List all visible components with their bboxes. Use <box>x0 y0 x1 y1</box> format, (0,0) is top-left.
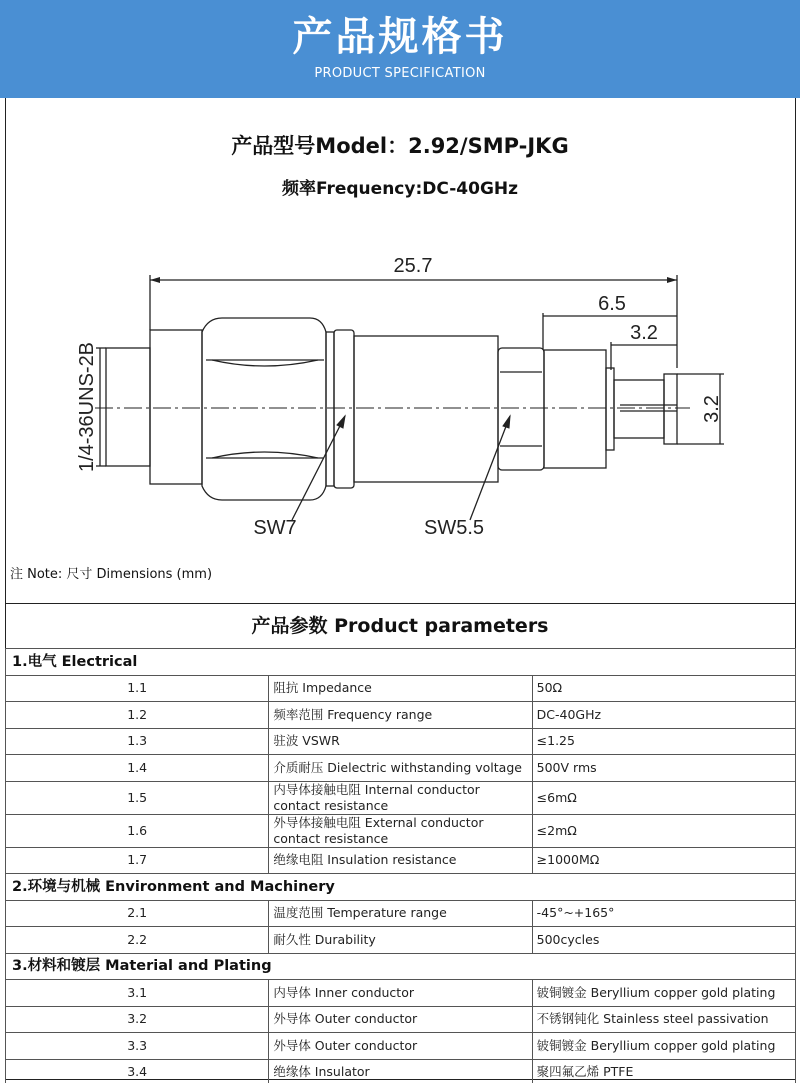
section-title: 3.材料和镀层 Material and Plating <box>6 953 796 980</box>
section-header-row <box>6 874 796 901</box>
page-title: 产品规格书 <box>292 14 508 60</box>
table-row <box>6 980 796 1007</box>
row-number: 1.7 <box>6 847 269 874</box>
table-row <box>6 728 796 755</box>
leader-sw5-5 <box>470 416 510 520</box>
page-subtitle: PRODUCT SPECIFICATION <box>314 66 486 81</box>
parameter-name: 温度范围 Temperature range <box>269 900 532 927</box>
row-number: 3.3 <box>6 1033 269 1060</box>
table-row <box>6 847 796 874</box>
parameter-name: 阻抗 Impedance <box>269 675 532 702</box>
parameter-value: 铍铜镀金 Beryllium copper gold plating <box>532 1033 795 1060</box>
dimension-note: 注 Note: 尺寸 Dimensions (mm) <box>10 567 213 582</box>
sw7-label: SW7 <box>253 517 297 539</box>
parameter-value: 不锈钢钝化 Stainless steel passivation <box>532 1006 795 1033</box>
parameter-value: ≤1.25 <box>532 728 795 755</box>
row-number: 3.4 <box>6 1059 269 1083</box>
parameter-value: -45°~+165° <box>532 900 795 927</box>
row-number: 3.2 <box>6 1006 269 1033</box>
thread-stub <box>106 348 150 466</box>
parameter-name: 驻波 VSWR <box>269 728 532 755</box>
parameter-value: 铍铜镀金 Beryllium copper gold plating <box>532 980 795 1007</box>
section-header-row <box>6 953 796 980</box>
parameter-name: 外导体 Outer conductor <box>269 1006 532 1033</box>
parameter-name: 介质耐压 Dielectric withstanding voltage <box>269 755 532 782</box>
hex-nut-sw7 <box>202 318 326 500</box>
row-number: 1.6 <box>6 814 269 847</box>
section-title: 2.环境与机械 Environment and Machinery <box>6 874 796 901</box>
section-divider <box>5 603 796 604</box>
dim-3-2-horizontal: 3.2 <box>630 322 658 344</box>
section-title: 1.电气 Electrical <box>6 649 796 676</box>
parameter-value: DC-40GHz <box>532 702 795 729</box>
model-heading: 产品型号Model：2.92/SMP-JKG <box>231 134 569 158</box>
table-row <box>6 1059 796 1083</box>
sw5-5-label: SW5.5 <box>423 517 485 539</box>
row-number: 1.3 <box>6 728 269 755</box>
table-row <box>6 1033 796 1060</box>
table-row <box>6 900 796 927</box>
middle-body <box>354 336 498 482</box>
leader-sw7 <box>292 416 345 520</box>
row-number: 1.1 <box>6 675 269 702</box>
row-number: 1.2 <box>6 702 269 729</box>
dim-6-5: 6.5 <box>598 293 626 315</box>
connector-drawing <box>0 220 800 560</box>
parameter-name: 频率范围 Frequency range <box>269 702 532 729</box>
left-body <box>150 330 202 484</box>
parameter-name: 外导体 Outer conductor <box>269 1033 532 1060</box>
table-row <box>6 927 796 954</box>
smp-body <box>544 350 606 468</box>
row-number: 1.5 <box>6 781 269 814</box>
params-heading: 产品参数 Product parameters <box>251 615 549 637</box>
table-row <box>6 755 796 782</box>
section-header-row <box>6 649 796 676</box>
table-row <box>6 814 796 847</box>
parameter-value: ≤6mΩ <box>532 781 795 814</box>
frequency-heading: 频率Frequency:DC-40GHz <box>281 179 519 199</box>
parameter-name: 内导体接触电阻 Internal conductor contact resistance <box>269 781 532 814</box>
table-row <box>6 1006 796 1033</box>
parameter-value: 500cycles <box>532 927 795 954</box>
table-row <box>6 675 796 702</box>
parameter-name: 外导体接触电阻 External conductor contact resistance <box>269 814 532 847</box>
thread-spec-label: 1/4-36UNS-2B <box>76 341 98 473</box>
spec-table <box>5 648 796 1083</box>
parameter-value: ≥1000MΩ <box>532 847 795 874</box>
parameter-value: 500V rms <box>532 755 795 782</box>
table-row <box>6 781 796 814</box>
parameter-value: 50Ω <box>532 675 795 702</box>
parameter-value: 聚四氟乙烯 PTFE <box>532 1059 795 1083</box>
parameter-value: ≤2mΩ <box>532 814 795 847</box>
table-row <box>6 702 796 729</box>
smp-pin-housing <box>614 380 664 438</box>
flange-ring <box>334 330 354 488</box>
parameter-name: 绝缘电阻 Insulation resistance <box>269 847 532 874</box>
dim-3-2-vertical: 3.2 <box>701 395 723 423</box>
row-number: 3.1 <box>6 980 269 1007</box>
parameter-name: 耐久性 Durability <box>269 927 532 954</box>
row-number: 2.1 <box>6 900 269 927</box>
row-number: 1.4 <box>6 755 269 782</box>
parameter-name: 绝缘体 Insulator <box>269 1059 532 1083</box>
row-number: 2.2 <box>6 927 269 954</box>
dim-overall-length: 25.7 <box>393 255 433 277</box>
hex-sw5-5 <box>498 348 544 470</box>
header-banner <box>0 0 800 98</box>
parameter-name: 内导体 Inner conductor <box>269 980 532 1007</box>
